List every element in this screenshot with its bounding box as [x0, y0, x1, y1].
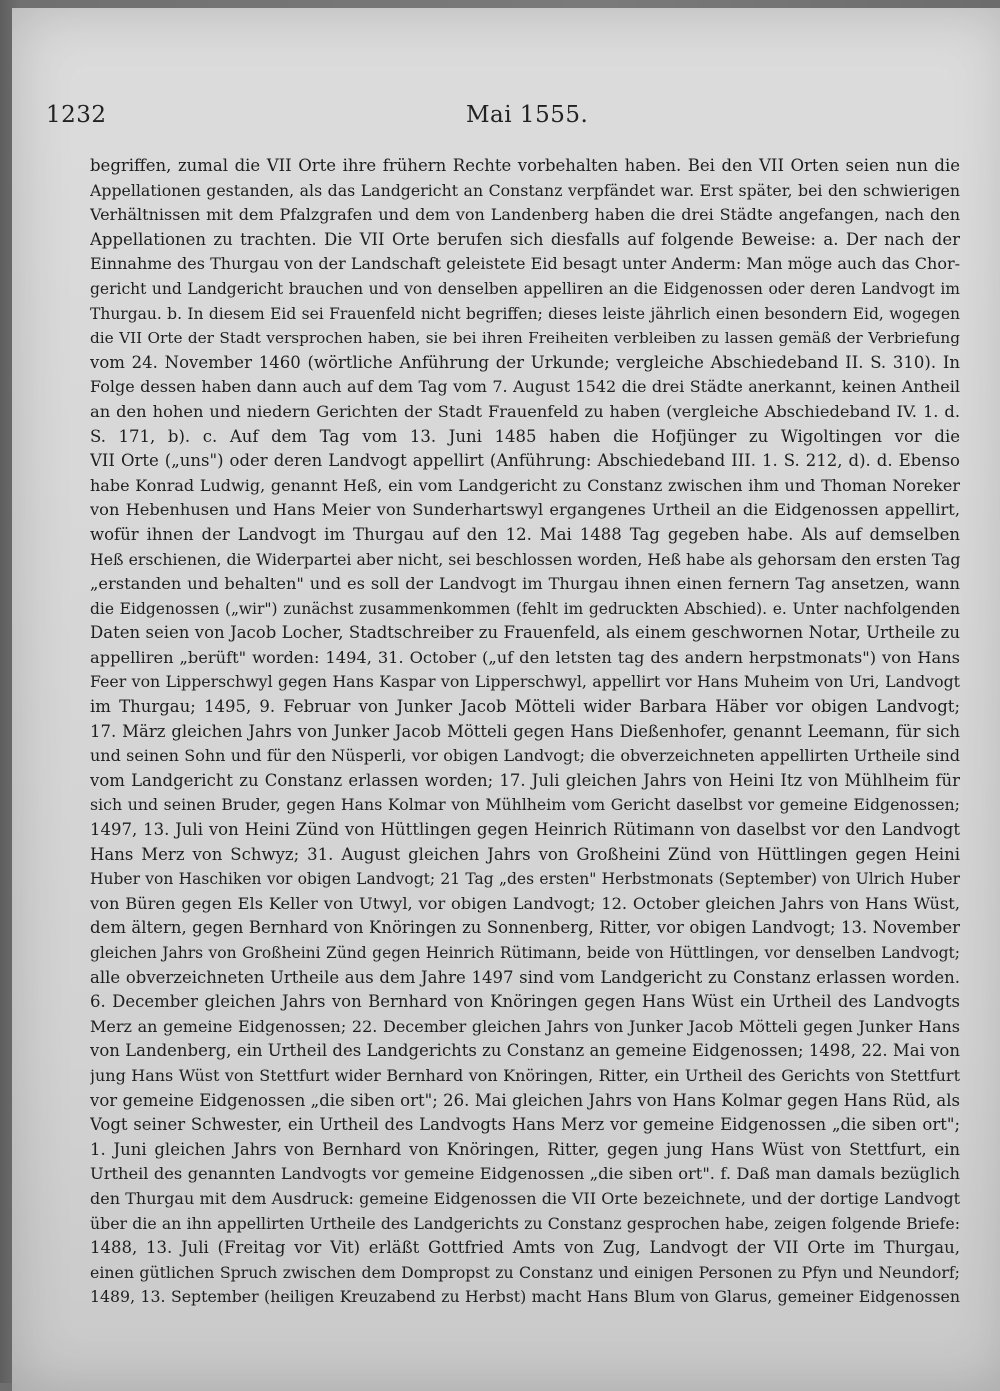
- text-line: Huber von Haschiken vor obigen Landvogt; 21 Tag „des ersten" Herbstmonats (September) von Ulrich Huber: [90, 870, 960, 889]
- text-line: von Hebenhusen und Hans Meier von Sunderhartswyl ergangenes Urtheil an die Eidgenossen appellirt,: [90, 500, 960, 520]
- text-line: „erstanden und behalten" und es soll der Landvogt im Thurgau ihnen einen fernern Tag ansetzen, wann: [90, 574, 960, 594]
- text-line: die Eidgenossen („wir") zunächst zusammenkommen (fehlt im gedruckten Abschied). e. Unter nachfolgenden: [90, 599, 960, 618]
- text-line: 1488, 13. Juli (Freitag vor Vit) erläßt Gottfried Amts von Zug, Landvogt der VII Orte im Thurgau,: [90, 1238, 960, 1258]
- text-line: Appellationen zu trachten. Die VII Orte berufen sich diesfalls auf folgende Beweise: a. Der nach der: [90, 229, 960, 249]
- text-line: von Büren gegen Els Keller von Utwyl, vor obigen Landvogt; 12. October gleichen Jahrs von Hans Wüst,: [90, 893, 960, 913]
- text-line: Appellationen gestanden, als das Landgericht an Constanz verpfändet war. Erst später, bei den schwierigen: [90, 180, 960, 200]
- text-line: vom Landgericht zu Constanz erlassen worden; 17. Juli gleichen Jahrs von Heini Itz von Mühlheim für: [90, 770, 960, 790]
- text-line: begriffen, zumal die VII Orte ihre frühern Rechte vorbehalten haben. Bei den VII Orten seien nun die: [90, 156, 960, 175]
- text-line: gleichen Jahrs von Großheini Zünd gegen Heinrich Rütimann, beide von Hüttlingen, vor denselben Landvogt;: [90, 944, 960, 962]
- text-line: an den hohen und niedern Gerichten der Stadt Frauenfeld zu haben (vergleiche Abschiedeband IV. 1. d.: [90, 401, 960, 421]
- text-line: jung Hans Wüst von Stettfurt wider Bernhard von Knöringen, Ritter, ein Urtheil des Gerichts von Stettfurt: [90, 1065, 960, 1085]
- text-line: 17. März gleichen Jahrs von Junker Jacob Mötteli gegen Hans Dießenhofer, genannt Leemann, für sich: [90, 721, 960, 741]
- text-line: die VII Orte der Stadt versprochen haben, sie bei ihren Freiheiten verbleiben zu lassen gemäß der Verbriefung: [90, 329, 960, 348]
- text-line: und seinen Sohn und für den Nüsperli, vor obigen Landvogt; die obverzeichneten appellirten Urtheile sind: [90, 746, 960, 766]
- text-line: sich und seinen Bruder, gegen Hans Kolmar von Mühlheim vom Gericht daselbst vor gemeine Eidgenossen;: [90, 795, 960, 815]
- text-line: Folge dessen haben dann auch auf dem Tag vom 7. August 1542 die drei Städte anerkannt, keinen Antheil: [90, 377, 960, 397]
- text-line: Urtheil des genannten Landvogts vor gemeine Eidgenossen „die siben ort". f. Daß man damals bezüglich: [90, 1164, 960, 1184]
- text-line: über die an ihn appellirten Urtheile des Landgerichts zu Constanz gesprochen habe, zeigen folgende Briefe:: [90, 1213, 960, 1233]
- text-line: Merz an gemeine Eidgenossen; 22. December gleichen Jahrs von Junker Jacob Mötteli gegen Junker Hans: [90, 1016, 960, 1036]
- text-line: den Thurgau mit dem Ausdruck: gemeine Eidgenossen die VII Orte bezeichnete, und der dortige Landvogt: [90, 1188, 960, 1208]
- text-line: Heß erschienen, die Widerpartei aber nicht, sei beschlossen worden, Heß habe als gehorsam den ersten Tag: [90, 549, 960, 569]
- text-line: 1. Juni gleichen Jahrs von Bernhard von Knöringen, Ritter, gegen jung Hans Wüst von Stettfurt, ein: [90, 1139, 960, 1159]
- text-line: Einnahme des Thurgau von der Landschaft geleistete Eid besagt unter Anderm: Man möge auch das Chor-: [90, 254, 960, 274]
- text-line: habe Konrad Ludwig, genannt Heß, ein vom Landgericht zu Constanz zwischen ihm und Thoman Noreker: [90, 475, 960, 495]
- text-line: von Landenberg, ein Urtheil des Landgerichts zu Constanz an gemeine Eidgenossen; 1498, 22. Mai von: [90, 1041, 960, 1061]
- text-line: 1489, 13. September (heiligen Kreuzabend zu Herbst) macht Hans Blum von Glarus, gemeiner Eidgenossen: [90, 1287, 960, 1307]
- text-line: 6. December gleichen Jahrs von Bernhard von Knöringen gegen Hans Wüst ein Urtheil des Landvogts: [90, 992, 960, 1012]
- text-line: im Thurgau; 1495, 9. Februar von Junker Jacob Mötteli wider Barbara Häber vor obigen Landvogt;: [90, 697, 960, 717]
- text-line: appelliren „berüft" worden: 1494, 31. October („uf den letsten tag des andern herpstmonats") von Hans: [90, 647, 960, 667]
- text-line: einen gütlichen Spruch zwischen dem Dompropst zu Constanz und einigen Personen zu Pfyn und Neundorf;: [90, 1262, 960, 1282]
- text-line: dem ältern, gegen Bernhard von Knöringen zu Sonnenberg, Ritter, vor obigen Landvogt; 13. November: [90, 918, 960, 938]
- text-line: S. 171, b). c. Auf dem Tag vom 13. Juni 1485 haben die Hofjünger zu Wigoltingen vor die: [90, 426, 960, 446]
- text-line: VII Orte („uns") oder deren Landvogt appellirt (Anführung: Abschiedeband III. 1. S. 212, d). d. Ebenso: [90, 451, 960, 471]
- running-head: [46, 102, 986, 138]
- text-line: Feer von Lipperschwyl gegen Hans Kaspar von Lipperschwyl, appellirt vor Hans Muheim von Uri, Landvogt: [90, 672, 960, 692]
- text-line: vor gemeine Eidgenossen „die siben ort"; 26. Mai gleichen Jahrs von Hans Kolmar gegen Hans Rüd, als: [90, 1090, 960, 1110]
- page-number: 1232: [46, 102, 107, 128]
- text-line: 1497, 13. Juli von Heini Zünd von Hüttlingen gegen Heinrich Rütimann von daselbst vor den Landvogt: [90, 820, 960, 840]
- text-line: gericht und Landgericht brauchen und von denselben appelliren an die Eidgenossen oder deren Landvogt im: [90, 279, 960, 298]
- text-line: Hans Merz von Schwyz; 31. August gleichen Jahrs von Großheini Zünd von Hüttlingen gegen Heini: [90, 844, 960, 864]
- text-line: Thurgau. b. In diesem Eid sei Frauenfeld nicht begriffen; dieses leiste jährlich einen besondern Eid, wogegen: [90, 304, 960, 323]
- text-line: Daten seien von Jacob Locher, Stadtschreiber zu Frauenfeld, als einem geschwornen Notar, Urtheile zu: [90, 623, 960, 643]
- text-line: alle obverzeichneten Urtheile aus dem Jahre 1497 sind vom Landgericht zu Constanz erlassen worden.: [90, 967, 960, 987]
- running-title: Mai 1555.: [466, 102, 589, 128]
- body-text: [90, 154, 960, 1310]
- text-line: wofür ihnen der Landvogt im Thurgau auf den 12. Mai 1488 Tag gegeben habe. Als auf demselben: [90, 524, 960, 544]
- text-line: vom 24. November 1460 (wörtliche Anführung der Urkunde; vergleiche Abschiedeband II. S. 310). In: [90, 352, 960, 372]
- text-line: Verhältnissen mit dem Pfalzgrafen und dem von Landenberg haben die drei Städte angefangen, nach den: [90, 205, 960, 225]
- book-page: [12, 8, 1000, 1391]
- text-line: Vogt seiner Schwester, ein Urtheil des Landvogts Hans Merz vor gemeine Eidgenossen „die siben ort";: [90, 1115, 960, 1135]
